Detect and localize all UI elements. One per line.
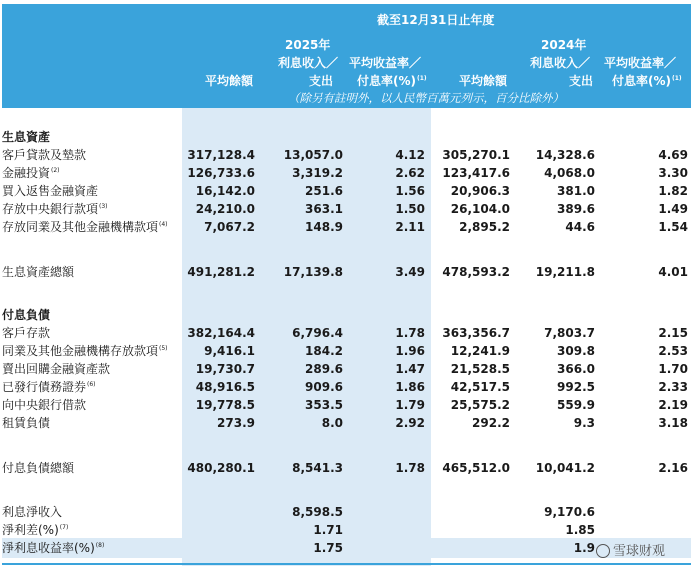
liability-row-2-value-1: 9,416.1 bbox=[204, 344, 255, 358]
summary-row-2-label: 淨利差(%)$^{(7)}$ bbox=[2, 523, 69, 537]
col-avg-2024: 平均餘額 bbox=[459, 74, 508, 88]
liability-row-1-value-3: 1.78 bbox=[395, 326, 425, 340]
assets-total-row-value-2: 17,139.8 bbox=[283, 265, 343, 279]
asset-row-3-value-2: 251.6 bbox=[305, 184, 343, 198]
asset-row-2-value-6: 3.30 bbox=[658, 166, 688, 180]
asset-row-5-value-4: 2,895.2 bbox=[459, 220, 510, 234]
summary-row-3-value-2025: 1.75 bbox=[313, 541, 343, 555]
col-yield-2024-l2: 付息率(%)$^{(1)}$ bbox=[612, 74, 682, 88]
asset-row-1-value-5: 14,328.6 bbox=[535, 148, 595, 162]
liability-row-2-value-3: 1.96 bbox=[395, 344, 425, 358]
asset-row-5-value-6: 1.54 bbox=[658, 220, 688, 234]
assets-total-row-value-5: 19,211.8 bbox=[535, 265, 595, 279]
eye-logo-icon bbox=[596, 544, 610, 558]
liability-row-1-value-1: 382,164.4 bbox=[187, 326, 255, 340]
liabilities-total-row-value-5: 10,041.2 bbox=[535, 461, 595, 475]
liability-row-6-value-5: 9.3 bbox=[573, 416, 595, 430]
asset-row-3-value-5: 381.0 bbox=[557, 184, 595, 198]
asset-row-4-label: 存放中央銀行款項$^{(3)}$ bbox=[2, 202, 108, 216]
liability-row-4-value-5: 992.5 bbox=[557, 380, 595, 394]
asset-row-1-value-6: 4.69 bbox=[658, 148, 688, 162]
section-title-assets: 生息資產 bbox=[2, 130, 51, 144]
liability-row-3-value-3: 1.47 bbox=[395, 362, 425, 376]
asset-row-4-value-5: 389.6 bbox=[557, 202, 595, 216]
col-yield-2025-l1: 平均收益率／ bbox=[349, 56, 422, 70]
liability-row-5-label: 向中央銀行借款 bbox=[2, 398, 87, 412]
liability-row-3-value-4: 21,528.5 bbox=[450, 362, 510, 376]
asset-row-1-value-2: 13,057.0 bbox=[283, 148, 343, 162]
col-interest-2024-l1: 利息收入／ bbox=[530, 56, 591, 70]
liability-row-5-value-5: 559.9 bbox=[557, 398, 595, 412]
liabilities-total-row-value-6: 2.16 bbox=[658, 461, 688, 475]
liability-row-1-value-2: 6,796.4 bbox=[292, 326, 343, 340]
asset-row-2-value-3: 2.62 bbox=[395, 166, 425, 180]
summary-row-2-value-2024: 1.85 bbox=[565, 523, 595, 537]
summary-row-3-value-2024: 1.9 bbox=[573, 541, 595, 555]
liability-row-3-label: 賣出回購金融資產款 bbox=[2, 362, 111, 376]
asset-row-5-value-5: 44.6 bbox=[565, 220, 595, 234]
liability-row-4-label: 已發行債務證券$^{(6)}$ bbox=[2, 380, 96, 394]
col-interest-2025-l1: 利息收入／ bbox=[278, 56, 339, 70]
col-yield-2025-l2: 付息率(%)$^{(1)}$ bbox=[357, 74, 427, 88]
liability-row-2-value-6: 2.53 bbox=[658, 344, 688, 358]
asset-row-4-value-1: 24,210.0 bbox=[195, 202, 255, 216]
liability-row-4-value-6: 2.33 bbox=[658, 380, 688, 394]
year-2025-heading: 2025年 bbox=[285, 38, 331, 52]
summary-row-1-value-2024: 9,170.6 bbox=[544, 505, 595, 519]
assets-total-row-value-6: 4.01 bbox=[658, 265, 688, 279]
asset-row-2-value-2: 3,319.2 bbox=[292, 166, 343, 180]
liability-row-1-value-5: 7,803.7 bbox=[544, 326, 595, 340]
asset-row-3-value-6: 1.82 bbox=[658, 184, 688, 198]
liability-row-6-label: 租賃負債 bbox=[2, 416, 51, 430]
liability-row-6-value-6: 3.18 bbox=[658, 416, 688, 430]
col-interest-2024-l2: 支出 bbox=[569, 74, 594, 88]
col-yield-2024-l1: 平均收益率／ bbox=[604, 56, 677, 70]
summary-row-2-value-2025: 1.71 bbox=[313, 523, 343, 537]
liabilities-total-row-value-2: 8,541.3 bbox=[292, 461, 343, 475]
liability-row-4-value-3: 1.86 bbox=[395, 380, 425, 394]
liability-row-4-value-2: 909.6 bbox=[305, 380, 343, 394]
liability-row-1-label: 客戶存款 bbox=[2, 326, 51, 340]
liability-row-2-value-2: 184.2 bbox=[305, 344, 343, 358]
col-interest-2025-l2: 支出 bbox=[309, 74, 334, 88]
liability-row-1-value-4: 363,356.7 bbox=[442, 326, 510, 340]
year-2024-heading: 2024年 bbox=[541, 38, 587, 52]
asset-row-3-value-1: 16,142.0 bbox=[195, 184, 255, 198]
liability-row-5-value-2: 353.5 bbox=[305, 398, 343, 412]
col-avg-2025: 平均餘額 bbox=[205, 74, 254, 88]
asset-row-5-value-3: 2.11 bbox=[395, 220, 425, 234]
liability-row-3-value-6: 1.70 bbox=[658, 362, 688, 376]
liability-row-5-value-1: 19,778.5 bbox=[195, 398, 255, 412]
asset-row-2-value-1: 126,733.6 bbox=[187, 166, 255, 180]
liabilities-total-row-value-3: 1.78 bbox=[395, 461, 425, 475]
liability-row-6-value-1: 273.9 bbox=[217, 416, 255, 430]
liability-row-3-value-1: 19,730.7 bbox=[195, 362, 255, 376]
liability-row-2-label: 同業及其他金融機構存放款項$^{(5)}$ bbox=[2, 344, 168, 358]
liability-row-5-value-6: 2.19 bbox=[658, 398, 688, 412]
asset-row-3-value-4: 20,906.3 bbox=[450, 184, 510, 198]
period-heading: 截至12月31日止年度 bbox=[377, 13, 495, 27]
assets-total-row-value-4: 478,593.2 bbox=[442, 265, 510, 279]
unit-note: （除另有註明外，以人民幣百萬元列示，百分比除外） bbox=[288, 91, 564, 105]
assets-total-row-value-3: 3.49 bbox=[395, 265, 425, 279]
liability-row-6-value-3: 2.92 bbox=[395, 416, 425, 430]
liability-row-3-value-5: 366.0 bbox=[557, 362, 595, 376]
liability-row-5-value-3: 1.79 bbox=[395, 398, 425, 412]
asset-row-3-label: 買入返售金融資產 bbox=[2, 184, 99, 198]
summary-row-3-label: 淨利息收益率(%)$^{(8)}$ bbox=[2, 541, 105, 555]
asset-row-5-value-2: 148.9 bbox=[305, 220, 343, 234]
section-title-liabilities: 付息負債 bbox=[2, 308, 51, 322]
asset-row-4-value-2: 363.1 bbox=[305, 202, 343, 216]
asset-row-2-value-5: 4,068.0 bbox=[544, 166, 595, 180]
liability-row-2-value-5: 309.8 bbox=[557, 344, 595, 358]
liability-row-3-value-2: 289.6 bbox=[305, 362, 343, 376]
liability-row-4-value-1: 48,916.5 bbox=[195, 380, 255, 394]
table-bottom-rule bbox=[2, 563, 691, 565]
liabilities-total-row-value-4: 465,512.0 bbox=[442, 461, 510, 475]
summary-row-1-value-2025: 8,598.5 bbox=[292, 505, 343, 519]
liability-row-6-value-2: 8.0 bbox=[321, 416, 343, 430]
liability-row-5-value-4: 25,575.2 bbox=[450, 398, 510, 412]
assets-total-row-label: 生息資產總額 bbox=[2, 265, 75, 279]
asset-row-2-value-4: 123,417.6 bbox=[442, 166, 510, 180]
liability-row-4-value-4: 42,517.5 bbox=[450, 380, 510, 394]
asset-row-4-value-3: 1.50 bbox=[395, 202, 425, 216]
liabilities-total-row-label: 付息負債總額 bbox=[2, 461, 75, 475]
asset-row-2-label: 金融投資$^{(2)}$ bbox=[2, 166, 60, 180]
liabilities-total-row-value-1: 480,280.1 bbox=[187, 461, 255, 475]
liability-row-2-value-4: 12,241.9 bbox=[450, 344, 510, 358]
liability-row-1-value-6: 2.15 bbox=[658, 326, 688, 340]
asset-row-1-value-3: 4.12 bbox=[395, 148, 425, 162]
asset-row-1-value-4: 305,270.1 bbox=[442, 148, 510, 162]
asset-row-4-value-4: 26,104.0 bbox=[450, 202, 510, 216]
liability-row-6-value-4: 292.2 bbox=[472, 416, 510, 430]
summary-row-1-label: 利息淨收入 bbox=[2, 505, 63, 519]
asset-row-1-label: 客戶貸款及墊款 bbox=[2, 148, 87, 162]
asset-row-1-value-1: 317,128.4 bbox=[187, 148, 255, 162]
asset-row-4-value-6: 1.49 bbox=[658, 202, 688, 216]
asset-row-5-label: 存放同業及其他金融機構款項$^{(4)}$ bbox=[2, 220, 168, 234]
watermark: 雪球财观 bbox=[596, 540, 665, 559]
asset-row-5-value-1: 7,067.2 bbox=[204, 220, 255, 234]
asset-row-3-value-3: 1.56 bbox=[395, 184, 425, 198]
assets-total-row-value-1: 491,281.2 bbox=[187, 265, 255, 279]
